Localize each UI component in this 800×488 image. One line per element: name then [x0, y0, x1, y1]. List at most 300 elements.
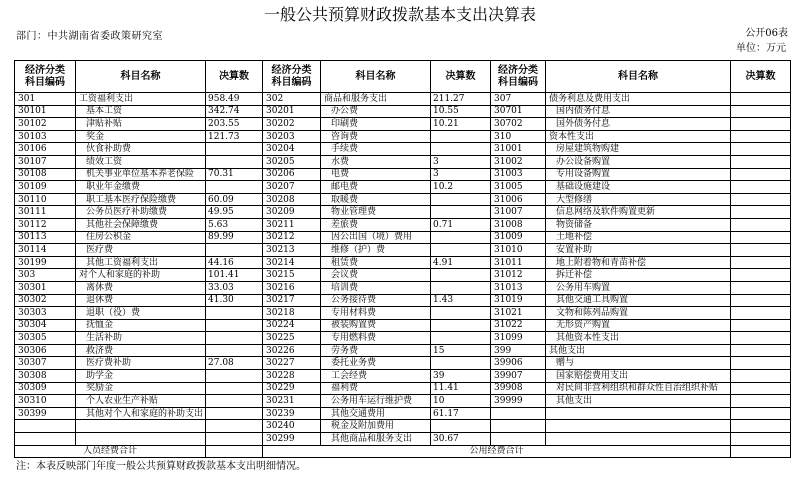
account-code: 31006: [491, 193, 546, 206]
final-amount: 342.74: [206, 105, 263, 118]
account-name: 工会经费: [321, 370, 431, 383]
final-amount: [731, 319, 791, 332]
header-code: [263, 61, 321, 93]
empty-cell: [491, 407, 546, 420]
public-total-label: 公用经费合计: [263, 445, 731, 458]
account-name: 办公费: [321, 105, 431, 118]
final-amount: [431, 319, 491, 332]
table-row: [15, 130, 791, 143]
personnel-total-value: [206, 445, 263, 458]
account-code: 30304: [15, 319, 76, 332]
account-name: 工资福利支出: [76, 93, 206, 106]
account-name: 公务用车购置: [546, 281, 731, 294]
account-name: 其他交通费用: [321, 407, 431, 420]
account-code: 30113: [15, 231, 76, 244]
account-name: 助学金: [76, 370, 206, 383]
account-code: 30308: [15, 370, 76, 383]
account-name: 安置补助: [546, 244, 731, 257]
account-name: 被装购置费: [321, 319, 431, 332]
final-amount: [431, 231, 491, 244]
account-name: 手续费: [321, 143, 431, 156]
table-row: [15, 344, 791, 357]
expenditure-table: [14, 60, 791, 458]
account-name: 其他支出: [546, 344, 731, 357]
account-name: 奖金: [76, 130, 206, 143]
account-code: 30211: [263, 218, 321, 231]
final-amount: 61.17: [431, 407, 491, 420]
account-name: 国外债务付息: [546, 118, 731, 131]
empty-cell: [206, 433, 263, 446]
account-code: 31007: [491, 206, 546, 219]
account-code: 30214: [263, 256, 321, 269]
account-code: 30218: [263, 307, 321, 320]
final-amount: [431, 269, 491, 282]
final-amount: 11.41: [431, 382, 491, 395]
account-code: 30702: [491, 118, 546, 131]
final-amount: [731, 256, 791, 269]
final-amount: [431, 357, 491, 370]
table-row: [15, 155, 791, 168]
account-name: 福利费: [321, 382, 431, 395]
account-name: 救济费: [76, 344, 206, 357]
account-name: 对民间非营利组织和群众性自治组织补贴: [546, 382, 731, 395]
account-name: 拆迁补偿: [546, 269, 731, 282]
public-total-value: [731, 445, 791, 458]
account-name: 大型修缮: [546, 193, 731, 206]
final-amount: [431, 130, 491, 143]
table-header-row: [15, 61, 791, 93]
final-amount: [206, 181, 263, 194]
account-code: 30216: [263, 281, 321, 294]
table-row: [15, 206, 791, 219]
account-name: 其他资本性支出: [546, 332, 731, 345]
personnel-total-label: 人员经费合计: [15, 445, 206, 458]
header-name: 科目名称: [76, 61, 206, 93]
account-code: 307: [491, 93, 546, 106]
account-code: 30103: [15, 130, 76, 143]
account-name: 信息网络及软件购置更新: [546, 206, 731, 219]
account-name: 津贴补贴: [76, 118, 206, 131]
table-row: [15, 244, 791, 257]
final-amount: 15: [431, 344, 491, 357]
account-name: 专用设备购置: [546, 168, 731, 181]
final-amount: 101.41: [206, 269, 263, 282]
account-code: 30205: [263, 155, 321, 168]
account-name: 公务用车运行维护费: [321, 395, 431, 408]
account-code: 30199: [15, 256, 76, 269]
table-row: [15, 269, 791, 282]
final-amount: 121.73: [206, 130, 263, 143]
final-amount: [731, 93, 791, 106]
account-name: 其他交通工具购置: [546, 294, 731, 307]
final-amount: 3: [431, 168, 491, 181]
final-amount: 49.95: [206, 206, 263, 219]
final-amount: [206, 319, 263, 332]
table-row: [15, 319, 791, 332]
table-row: [15, 395, 791, 408]
account-name: 国内债务付息: [546, 105, 731, 118]
account-code: 30228: [263, 370, 321, 383]
account-code: 30101: [15, 105, 76, 118]
table-number: 公开06表: [745, 28, 788, 39]
final-amount: 39: [431, 370, 491, 383]
final-amount: [731, 168, 791, 181]
final-amount: [731, 395, 791, 408]
table-row: [15, 332, 791, 345]
empty-cell: [15, 420, 76, 433]
account-code: 30239: [263, 407, 321, 420]
account-code: 30212: [263, 231, 321, 244]
account-code: 30204: [263, 143, 321, 156]
final-amount: [731, 130, 791, 143]
final-amount: [731, 105, 791, 118]
empty-cell: [546, 433, 731, 446]
empty-cell: [546, 420, 731, 433]
account-code: 30310: [15, 395, 76, 408]
header-name: 科目名称: [321, 61, 431, 93]
unit-label: 单位：万元: [736, 43, 786, 54]
final-amount: [206, 407, 263, 420]
account-code: 30111: [15, 206, 76, 219]
account-code: 31008: [491, 218, 546, 231]
header-code-line2: 科目编码: [25, 76, 65, 88]
account-name: 其他支出: [546, 395, 731, 408]
final-amount: 5.63: [206, 218, 263, 231]
final-amount: [206, 370, 263, 383]
account-code: 30240: [263, 420, 321, 433]
final-amount: [431, 206, 491, 219]
account-code: 30107: [15, 155, 76, 168]
account-name: 因公出国（境）费用: [321, 231, 431, 244]
account-name: 委托业务费: [321, 357, 431, 370]
header-code-line1: 经济分类: [271, 64, 312, 76]
final-amount: [206, 332, 263, 345]
final-amount: [731, 143, 791, 156]
final-amount: [431, 281, 491, 294]
final-amount: [206, 395, 263, 408]
account-code: 30302: [15, 294, 76, 307]
final-amount: 70.31: [206, 168, 263, 181]
account-code: 30106: [15, 143, 76, 156]
account-code: 30208: [263, 193, 321, 206]
table-body: [15, 93, 791, 458]
table-row: [15, 143, 791, 156]
final-amount: [206, 155, 263, 168]
final-amount: 60.09: [206, 193, 263, 206]
account-code: 30225: [263, 332, 321, 345]
account-code: 303: [15, 269, 76, 282]
final-amount: [431, 332, 491, 345]
header-code-line1: 经济分类: [498, 64, 538, 76]
table-row: [15, 420, 791, 433]
account-name: 离休费: [76, 281, 206, 294]
account-code: 30209: [263, 206, 321, 219]
final-amount: 44.16: [206, 256, 263, 269]
account-code: 301: [15, 93, 76, 106]
account-name: 电费: [321, 168, 431, 181]
account-name: 取暖费: [321, 193, 431, 206]
header-code-line2: 科目编码: [498, 76, 538, 88]
account-code: 30102: [15, 118, 76, 131]
account-code: 39908: [491, 382, 546, 395]
account-code: 31012: [491, 269, 546, 282]
empty-cell: [491, 420, 546, 433]
account-code: 30217: [263, 294, 321, 307]
account-code: 31022: [491, 319, 546, 332]
account-code: 31002: [491, 155, 546, 168]
account-code: 310: [491, 130, 546, 143]
account-name: 绩效工资: [76, 155, 206, 168]
final-amount: 41.30: [206, 294, 263, 307]
final-amount: [731, 269, 791, 282]
account-name: 生活补助: [76, 332, 206, 345]
account-code: 30213: [263, 244, 321, 257]
account-code: 30701: [491, 105, 546, 118]
empty-cell: [731, 420, 791, 433]
account-code: 31009: [491, 231, 546, 244]
account-code: 30303: [15, 307, 76, 320]
final-amount: [731, 344, 791, 357]
account-name: 其他工资福利支出: [76, 256, 206, 269]
final-amount: [731, 370, 791, 383]
header-code: [491, 61, 546, 93]
account-name: 培训费: [321, 281, 431, 294]
table-row: [15, 181, 791, 194]
final-amount: [731, 382, 791, 395]
final-amount: 30.67: [431, 433, 491, 446]
account-name: 办公设备购置: [546, 155, 731, 168]
account-code: 30399: [15, 407, 76, 420]
account-code: 31005: [491, 181, 546, 194]
account-name: 赠与: [546, 357, 731, 370]
table-row: [15, 307, 791, 320]
account-name: 医疗费补助: [76, 357, 206, 370]
empty-cell: [731, 433, 791, 446]
final-amount: [731, 181, 791, 194]
final-amount: [731, 357, 791, 370]
report-title: 一般公共预算财政拨款基本支出决算表: [263, 5, 536, 24]
account-code: 30307: [15, 357, 76, 370]
empty-cell: [731, 407, 791, 420]
table-row: [15, 370, 791, 383]
account-code: 31013: [491, 281, 546, 294]
table-row: [15, 294, 791, 307]
account-code: 30305: [15, 332, 76, 345]
final-amount: [731, 244, 791, 257]
account-code: 30306: [15, 344, 76, 357]
final-amount: 10.21: [431, 118, 491, 131]
account-code: 30215: [263, 269, 321, 282]
final-amount: [731, 307, 791, 320]
final-amount: [731, 332, 791, 345]
account-code: 31003: [491, 168, 546, 181]
account-name: 文物和陈列品购置: [546, 307, 731, 320]
final-amount: 1.43: [431, 294, 491, 307]
totals-row: [15, 445, 791, 458]
account-name: 邮电费: [321, 181, 431, 194]
table-row: [15, 357, 791, 370]
account-name: 其他对个人和家庭的补助支出: [76, 407, 206, 420]
account-code: 399: [491, 344, 546, 357]
account-name: 公务接待费: [321, 294, 431, 307]
account-name: 印刷费: [321, 118, 431, 131]
account-name: 对个人和家庭的补助: [76, 269, 206, 282]
header-value: 决算数: [431, 61, 491, 93]
account-name: 土地补偿: [546, 231, 731, 244]
account-name: 差旅费: [321, 218, 431, 231]
final-amount: [206, 307, 263, 320]
account-name: 咨询费: [321, 130, 431, 143]
account-code: 30301: [15, 281, 76, 294]
final-amount: 10: [431, 395, 491, 408]
table-row: [15, 231, 791, 244]
footnote: 注：本表反映部门年度一般公共预算财政拨款基本支出明细情况。: [16, 461, 306, 472]
account-name: 专用材料费: [321, 307, 431, 320]
account-code: 30224: [263, 319, 321, 332]
final-amount: [431, 244, 491, 257]
final-amount: 0.71: [431, 218, 491, 231]
account-code: 30110: [15, 193, 76, 206]
final-amount: [731, 155, 791, 168]
account-code: 30309: [15, 382, 76, 395]
final-amount: [206, 143, 263, 156]
account-name: 公务员医疗补助缴费: [76, 206, 206, 219]
table-row: [15, 256, 791, 269]
account-name: 房屋建筑物购建: [546, 143, 731, 156]
header-code: [15, 61, 76, 93]
account-name: 退职（役）费: [76, 307, 206, 320]
final-amount: [206, 382, 263, 395]
final-amount: [206, 344, 263, 357]
account-name: 基本工资: [76, 105, 206, 118]
final-amount: [731, 231, 791, 244]
empty-cell: [206, 420, 263, 433]
account-code: 30229: [263, 382, 321, 395]
account-code: 31021: [491, 307, 546, 320]
account-name: 物资储备: [546, 218, 731, 231]
empty-cell: [76, 433, 206, 446]
account-name: 债务利息及费用支出: [546, 93, 731, 106]
account-code: 39906: [491, 357, 546, 370]
account-name: 职业年金缴费: [76, 181, 206, 194]
account-name: 物业管理费: [321, 206, 431, 219]
account-code: 30227: [263, 357, 321, 370]
account-name: 退休费: [76, 294, 206, 307]
account-code: 302: [263, 93, 321, 106]
account-name: 商品和服务支出: [321, 93, 431, 106]
account-code: 30201: [263, 105, 321, 118]
account-name: 无形资产购置: [546, 319, 731, 332]
account-name: 维修（护）费: [321, 244, 431, 257]
account-name: 专用燃料费: [321, 332, 431, 345]
account-code: 31010: [491, 244, 546, 257]
final-amount: [206, 244, 263, 257]
final-amount: [731, 118, 791, 131]
final-amount: [731, 294, 791, 307]
account-name: 国家赔偿费用支出: [546, 370, 731, 383]
account-code: 31001: [491, 143, 546, 156]
account-name: 伙食补助费: [76, 143, 206, 156]
final-amount: 10.55: [431, 105, 491, 118]
header-value: 决算数: [206, 61, 263, 93]
final-amount: 33.03: [206, 281, 263, 294]
account-code: 39999: [491, 395, 546, 408]
account-name: 医疗费: [76, 244, 206, 257]
header-code-line2: 科目编码: [271, 76, 312, 88]
account-name: 个人农业生产补贴: [76, 395, 206, 408]
final-amount: [431, 420, 491, 433]
account-code: 30207: [263, 181, 321, 194]
department-label: 部门：中共湖南省委政策研究室: [16, 31, 163, 42]
header-value: 决算数: [731, 61, 791, 93]
final-amount: [731, 281, 791, 294]
header-code-line1: 经济分类: [25, 64, 65, 76]
account-code: 30299: [263, 433, 321, 446]
table-row: [15, 118, 791, 131]
account-code: 39907: [491, 370, 546, 383]
account-code: 30206: [263, 168, 321, 181]
final-amount: [431, 193, 491, 206]
final-amount: 4.91: [431, 256, 491, 269]
account-code: 30109: [15, 181, 76, 194]
account-name: 水费: [321, 155, 431, 168]
account-name: 职工基本医疗保险缴费: [76, 193, 206, 206]
account-name: 奖励金: [76, 382, 206, 395]
account-name: 租赁费: [321, 256, 431, 269]
account-code: 30114: [15, 244, 76, 257]
empty-cell: [15, 433, 76, 446]
final-amount: 10.2: [431, 181, 491, 194]
empty-cell: [76, 420, 206, 433]
final-amount: 958.49: [206, 93, 263, 106]
final-amount: 3: [431, 155, 491, 168]
table-row: [15, 105, 791, 118]
account-code: 31011: [491, 256, 546, 269]
table-row: [15, 193, 791, 206]
account-code: 30231: [263, 395, 321, 408]
account-code: 30203: [263, 130, 321, 143]
account-code: 31099: [491, 332, 546, 345]
table-row: [15, 168, 791, 181]
account-name: 机关事业单位基本养老保险: [76, 168, 206, 181]
account-name: 资本性支出: [546, 130, 731, 143]
empty-cell: [546, 407, 731, 420]
final-amount: [731, 193, 791, 206]
account-name: 地上附着物和青苗补偿: [546, 256, 731, 269]
account-code: 30112: [15, 218, 76, 231]
account-code: 30202: [263, 118, 321, 131]
table-row: [15, 281, 791, 294]
final-amount: 27.08: [206, 357, 263, 370]
account-name: 其他社会保障缴费: [76, 218, 206, 231]
account-name: 会议费: [321, 269, 431, 282]
table-row: [15, 407, 791, 420]
account-name: 其他商品和服务支出: [321, 433, 431, 446]
account-name: 劳务费: [321, 344, 431, 357]
header-name: 科目名称: [546, 61, 731, 93]
table-row: [15, 218, 791, 231]
final-amount: [431, 143, 491, 156]
account-name: 抚恤金: [76, 319, 206, 332]
final-amount: 203.55: [206, 118, 263, 131]
final-amount: 211.27: [431, 93, 491, 106]
final-amount: 89.99: [206, 231, 263, 244]
table-row: [15, 433, 791, 446]
account-code: 30226: [263, 344, 321, 357]
final-amount: [431, 307, 491, 320]
table-row: [15, 382, 791, 395]
account-code: 31019: [491, 294, 546, 307]
